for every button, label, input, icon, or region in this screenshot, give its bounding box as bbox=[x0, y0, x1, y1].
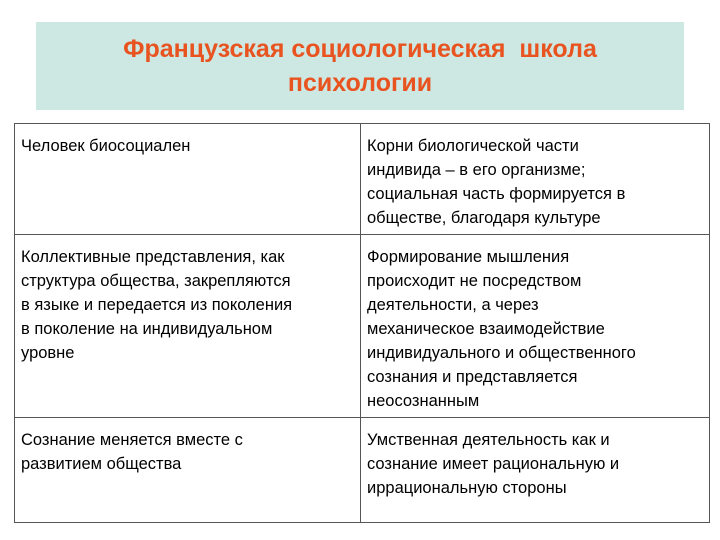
cell-text: Сознание меняется вместе с развитием общества bbox=[21, 431, 243, 473]
table-cell-left bbox=[15, 235, 361, 418]
table-row bbox=[15, 124, 710, 235]
comparison-table bbox=[14, 123, 710, 523]
table-row bbox=[15, 418, 710, 523]
cell-text: Человек биосоциален bbox=[21, 137, 191, 155]
table-row bbox=[15, 235, 710, 418]
cell-text: Корни биологической части индивида – в его организме; социальная часть формируется в обществе, благодаря культуре bbox=[367, 137, 626, 227]
page-title-line-1: Французская социологическая школа bbox=[123, 35, 597, 63]
table-cell-right bbox=[361, 124, 710, 235]
table-cell-left bbox=[15, 418, 361, 523]
table-cell-left bbox=[15, 124, 361, 235]
table-cell-right bbox=[361, 235, 710, 418]
cell-text: Умственная деятельность как и сознание имеет рациональную и иррациональную стороны bbox=[367, 431, 620, 497]
title-banner bbox=[36, 22, 684, 110]
cell-text: Коллективные представления, как структура общества, закрепляются в языке и передается из поколения в поколение на индивидуальном уровне bbox=[21, 248, 293, 362]
table-cell-right bbox=[361, 418, 710, 523]
cell-text: Формирование мышления происходит не посредством деятельности, а через механическое взаимодействие индивидуального и общественного сознания и представляется неосознанным bbox=[367, 248, 636, 410]
page-title-line-2: психологии bbox=[287, 69, 433, 97]
